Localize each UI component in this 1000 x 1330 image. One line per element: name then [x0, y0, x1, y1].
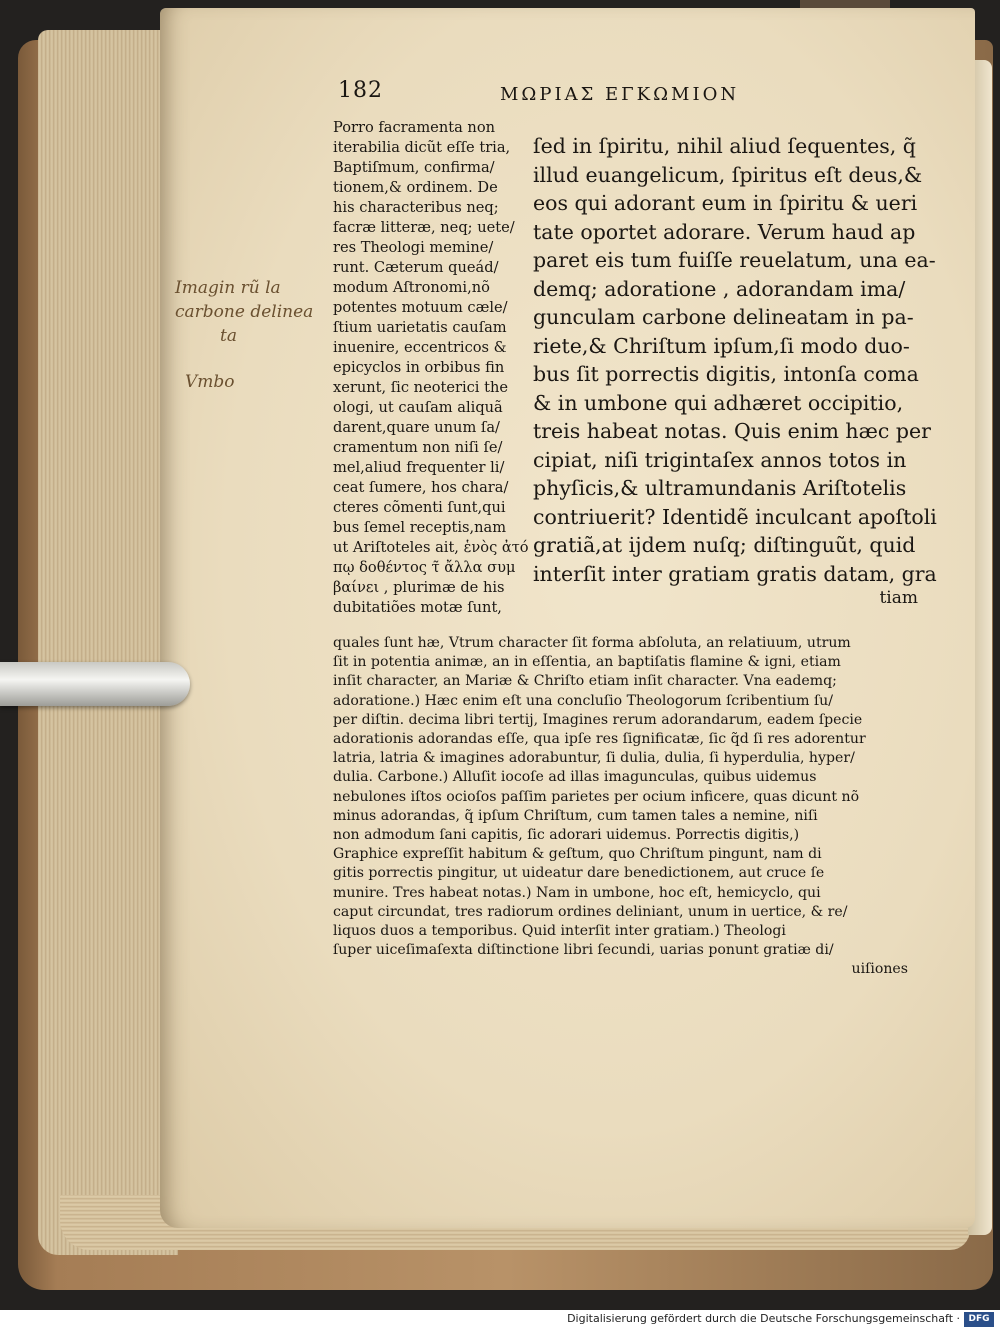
text-line: bus ſit porrectis digitis, intonſa coma — [533, 362, 919, 386]
text-line: epicyclos in orbibus fin — [333, 359, 505, 376]
page-number: 182 — [338, 78, 383, 103]
commentary-line: caput circundat, tres radiorum ordines deliniant, unum in uertice, & re/ — [333, 903, 848, 920]
text-line: riete,& Chriſtum ipſum,ſi modo duo- — [533, 333, 910, 358]
text-line: contriuerit? Identidẽ inculcant apoſtoli — [533, 504, 937, 529]
text-line: cteres cõmenti ſunt,qui — [333, 499, 506, 516]
text-line: tate oportet adorare. Verum haud ap — [533, 219, 916, 244]
commentary-line: adorationis adorandas eſſe, qua ipſe res ſignificatæ, ſic q̃d ſi res adorentur — [333, 731, 866, 748]
text-line: ſed in ſpiritu, nihil aliud ſequentes, q̃ — [533, 134, 916, 158]
text-line: darent,quare unum ſa/ — [333, 419, 500, 436]
commentary-line: munire. Tres habeat notas.) Nam in umbone, hoc eſt, hemicyclo, qui — [333, 884, 821, 901]
bookmark-ribbon — [0, 662, 190, 706]
commentary-line: inſit character, an Mariæ & Chriſto etiam inſit character. Vna eademq; — [333, 673, 837, 690]
text-line: πῳ δοθέντος τ̃ ἄλλα συμ — [333, 559, 516, 576]
text-line: demq; adoratione , adorandam ima/ — [533, 276, 906, 301]
commentary-line: non admodum ſani capitis, ſic adorari uidemus. Porrectis digitis,) — [333, 827, 800, 844]
commentary-line: minus adorandas, q̃ ipſum Chriſtum, cum tamen tales a nemine, niſi — [333, 807, 818, 824]
text-line: gunculam carbone delineatam in pa- — [533, 305, 914, 329]
text-line: gratiã,at ijdem nuſq; diſtinguũt, quid — [533, 533, 916, 557]
commentary-line: latria, latria & imagines adorabuntur, ſi dulia, dulia, ſi hyperdulia, hyper/ — [333, 750, 855, 767]
text-line: tionem,& ordinem. De — [333, 179, 498, 196]
text-line: xerunt, ſic neoterici the — [333, 379, 509, 396]
catchword: tiam — [879, 588, 918, 608]
text-line: cipiat, niſi trigintaſex annos totos in — [533, 447, 907, 472]
text-line: potentes motuum cæle/ — [333, 299, 508, 316]
text-line: ut Ariſtoteles ait, ἑνὸς ἀτό — [333, 539, 529, 556]
text-line: ſtium uarietatis cauſam — [333, 319, 507, 336]
marginal-note: Vmbo — [185, 372, 235, 392]
marginal-note: carbone delinea — [175, 302, 314, 322]
text-line: illud euangelicum, ſpiritus eſt deus,& — [533, 162, 923, 187]
text-line: modum Aſtronomi,nõ — [333, 279, 490, 296]
text-line: dubitatiões motæ ſunt, — [333, 599, 502, 616]
text-line: bus ſemel receptis,nam — [333, 519, 507, 536]
text-line: eos qui adorant eum in ſpiritu & ueri — [533, 191, 918, 215]
commentary-line: ſuper uiceſimaſexta diſtinctione libri ſecundi, uarias ponunt gratiæ di/ — [333, 942, 834, 959]
left-page-block — [38, 30, 178, 1255]
commentary-line: liquos duos a temporibus. Quid interſit inter gratiam.) Theologi — [333, 923, 786, 940]
text-line: cramentum non niſi ſe/ — [333, 439, 503, 456]
footer-credit: Digitalisierung gefördert durch die Deutsche Forschungsgemeinschaft · — [567, 1312, 960, 1325]
marginal-note: Imagin rũ la — [175, 278, 281, 298]
commentary-block — [333, 634, 908, 980]
text-line: inuenire, eccentricos & — [333, 339, 507, 356]
commentary-line: Graphice expreſſit habitum & geſtum, quo Chriſtum pingunt, nam di — [333, 846, 822, 863]
text-line: Baptiſmum, confirma/ — [333, 159, 495, 176]
catchword: uiſiones — [851, 961, 908, 978]
text-line: Porro facramenta non — [333, 119, 496, 136]
marginal-note: ta — [220, 326, 237, 346]
commentary-line: ſit in potentia animæ, an in eſſentia, an baptiſatis flamine & igni, etiam — [333, 654, 841, 671]
left-text-column — [333, 118, 529, 618]
text-line: treis habeat notas. Quis enim hæc per — [533, 419, 931, 443]
commentary-line: quales ſunt hæ, Vtrum character ſit forma abſoluta, an relatiuum, utrum — [333, 635, 851, 651]
text-line: res Theologi memine/ — [333, 239, 494, 256]
text-line: ceat ſumere, hos chara/ — [333, 479, 509, 496]
text-line: ologi, ut cauſam aliquã — [333, 399, 503, 416]
right-text-column — [533, 132, 937, 608]
dfg-logo-icon: DFG — [964, 1312, 994, 1327]
running-title: ΜΩΡΙΑΣ ΕΓΚΩΜΙΟΝ — [500, 84, 740, 105]
text-line: phyſicis,& ultramundanis Ariſtotelis — [533, 476, 907, 500]
commentary-line: gitis porrectis pingitur, ut uideatur dare benedictionem, aut cruce ſe — [333, 865, 825, 882]
commentary-line: adoratione.) Hæc enim eſt una concluſio Theologorum ſcribentium ſu/ — [333, 692, 834, 709]
commentary-line: per diſtin. decima libri tertij, Imagines rerum adorandarum, eadem ſpecie — [333, 711, 863, 728]
text-line: & in umbone qui adhæret occipitio, — [533, 390, 904, 415]
commentary-line: dulia. Carbone.) Alluſit iocoſe ad illas imagunculas, quibus uidemus — [333, 769, 817, 786]
text-line: mel,aliud frequenter li/ — [333, 459, 505, 476]
text-line: his characteribus neq; — [333, 199, 499, 216]
text-line: facræ litteræ, neq; uete/ — [333, 219, 515, 236]
text-line: runt. Cæterum queád/ — [333, 259, 499, 276]
commentary-line: nebulones iſtos ocioſos paſſim parietes per ocium inficere, quas dicunt nõ — [333, 788, 860, 805]
text-line: paret eis tum fuiſſe reuelatum, una ea- — [533, 248, 936, 272]
text-line: interſit inter gratiam gratis datam, gra — [533, 561, 937, 586]
text-line: iterabilia dicũt eſſe tria, — [333, 139, 511, 156]
text-line: βαίνει , plurimæ de his — [333, 579, 505, 596]
